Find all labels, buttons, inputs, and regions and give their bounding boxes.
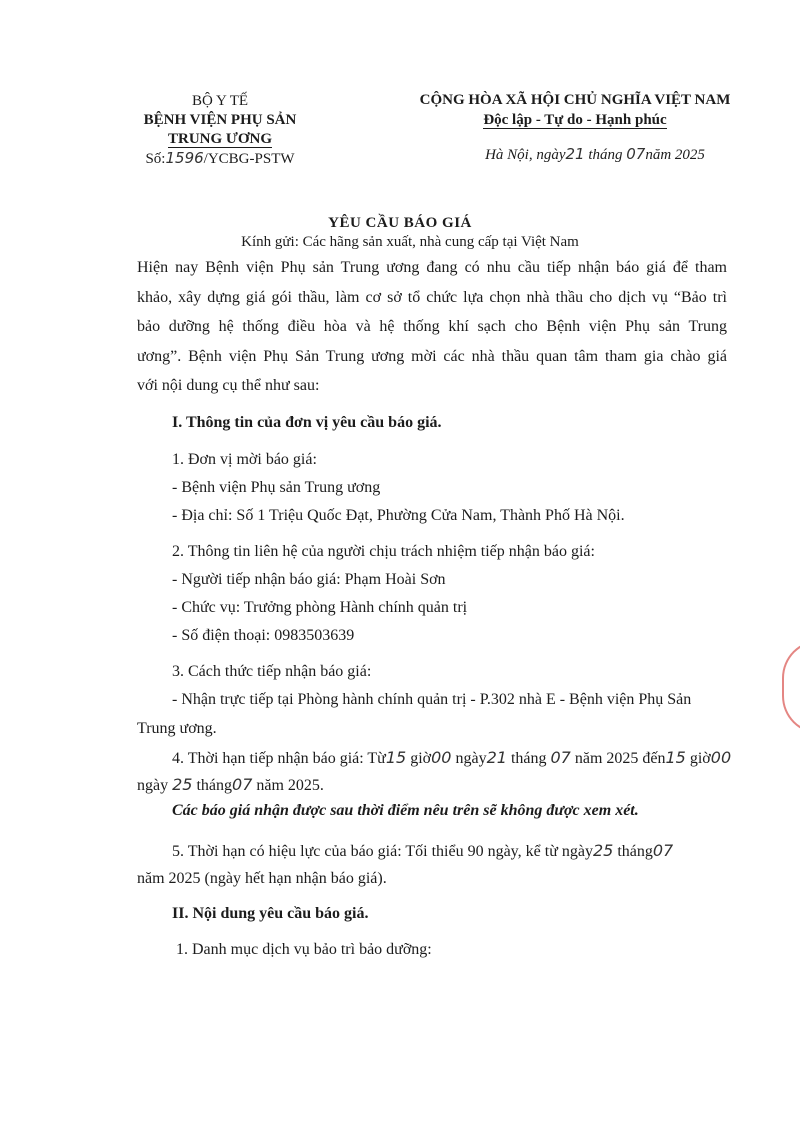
item-2-line-phone: - Số điện thoại: 0983503639: [172, 627, 355, 644]
document-number-suffix: /YCBG-PSTW: [203, 151, 295, 167]
item-1-line-address: - Địa chỉ: Số 1 Triệu Quốc Đạt, Phường Cửa Nam, Thành Phố Hà Nội.: [172, 507, 625, 524]
item-2-title: 2. Thông tin liên hệ của người chịu trách nhiệm tiếp nhận báo giá:: [172, 543, 595, 560]
item-4-end-hour: 15: [665, 748, 686, 767]
hospital-name-line2: TRUNG ƯƠNG: [167, 131, 273, 147]
item-4-text-day-2: ngày: [137, 777, 169, 794]
national-header: [405, 90, 745, 165]
item-5-day: 25: [592, 841, 614, 860]
section-1-heading: I. Thông tin của đơn vị yêu cầu báo giá.: [172, 414, 442, 431]
motto: Độc lập - Tự do - Hạnh phúc: [483, 112, 667, 128]
date-prefix: Hà Nội, ngày: [485, 147, 566, 163]
issuer-block: [120, 92, 320, 169]
document-title: YÊU CẦU BÁO GIÁ: [328, 215, 472, 231]
item-5-line-1: [172, 841, 673, 861]
item-4-start-hour: 15: [385, 748, 407, 767]
intro-line-4: ương”. Bệnh viện Phụ Sản Trung ương mời các nhà thầu quan tâm tham gia chào giá: [137, 348, 727, 365]
item-1-line-hospital: - Bệnh viện Phụ sản Trung ương: [172, 479, 381, 496]
late-submission-note: Các báo giá nhận được sau thời điểm nêu trên sẽ không được xem xét.: [172, 802, 639, 819]
hospital-name-line1: BỆNH VIỆN PHỤ SẢN: [143, 112, 297, 128]
date-suffix: năm 2025: [645, 147, 705, 163]
country-name: CỘNG HÒA XÃ HỘI CHỦ NGHĨA VIỆT NAM: [419, 92, 731, 108]
item-5-month: 07: [652, 841, 674, 860]
intro-line-1: Hiện nay Bệnh viện Phụ sản Trung ương đang có nhu cầu tiếp nhận báo giá để tham: [137, 259, 727, 276]
section-2-heading: II. Nội dung yêu cầu báo giá.: [172, 905, 369, 922]
item-2-line-receiver: - Người tiếp nhận báo giá: Phạm Hoài Sơn: [172, 571, 446, 588]
item-3-line-2: Trung ương.: [137, 720, 217, 737]
item-4-text-month: tháng: [510, 750, 547, 767]
item-3-line-1: - Nhận trực tiếp tại Phòng hành chính quản trị - P.302 nhà E - Bệnh viện Phụ Sản: [172, 691, 692, 708]
item-5-line-2: năm 2025 (ngày hết hạn nhận báo giá).: [137, 870, 387, 887]
item-2-line-position: - Chức vụ: Trưởng phòng Hành chính quản trị: [172, 599, 468, 616]
item-3-title: 3. Cách thức tiếp nhận báo giá:: [172, 663, 372, 680]
recipient-line: Kính gửi: Các hãng sản xuất, nhà cung cấp tại Việt Nam: [241, 234, 579, 250]
hospital-name-line2-wrap: [120, 130, 320, 149]
ministry-name: BỘ Y TẾ: [191, 93, 249, 109]
item-5-text-month: tháng: [617, 843, 653, 860]
item-4-text-to: năm 2025 đến: [574, 750, 666, 767]
intro-line-5: với nội dung cụ thể như sau:: [137, 377, 320, 394]
item-4-start-minute: 00: [431, 748, 452, 767]
issue-date: [405, 144, 745, 165]
item-4-start-day: 21: [486, 748, 507, 767]
item-4-end-day: 25: [172, 775, 193, 794]
item-4-line-2: [137, 775, 324, 795]
item-4-text-month-2: tháng: [196, 777, 233, 794]
document-number-handwritten: 1596: [165, 149, 204, 167]
item-4-text-hour: giờ: [410, 750, 432, 767]
date-month: 07: [626, 145, 646, 163]
item-4-start-month: 07: [550, 748, 571, 767]
date-day: 21: [565, 145, 585, 163]
item-4-line-1: [172, 748, 731, 768]
item-4-end-month: 07: [232, 775, 253, 794]
motto-wrap: [405, 110, 745, 130]
item-4-text-from: 4. Thời hạn tiếp nhận báo giá: Từ: [172, 750, 386, 767]
item-4-text-day: ngày: [455, 750, 487, 767]
item-1-title: 1. Đơn vị mời báo giá:: [172, 451, 317, 468]
red-stamp-edge: [782, 640, 800, 734]
item-4-text-hour-2: giờ: [689, 750, 711, 767]
intro-line-2: khảo, xây dựng giá gói thầu, làm cơ sở tổ chức lựa chọn nhà thầu cho dịch vụ “Bảo trì: [137, 289, 727, 306]
section-2-item-1: 1. Danh mục dịch vụ bảo trì bảo dưỡng:: [176, 941, 432, 958]
date-mid: tháng: [588, 147, 623, 163]
item-5-text: 5. Thời hạn có hiệu lực của báo giá: Tối thiểu 90 ngày, kể từ ngày: [172, 843, 593, 860]
item-4-text-year-2: năm 2025.: [256, 777, 324, 794]
document-number-prefix: Số:: [145, 151, 166, 167]
item-4-end-minute: 00: [710, 748, 732, 767]
document-number: [120, 149, 320, 169]
intro-line-3: bảo dưỡng hệ thống điều hòa và hệ thống khí sạch cho Bệnh viện Phụ sản Trung: [137, 318, 727, 335]
